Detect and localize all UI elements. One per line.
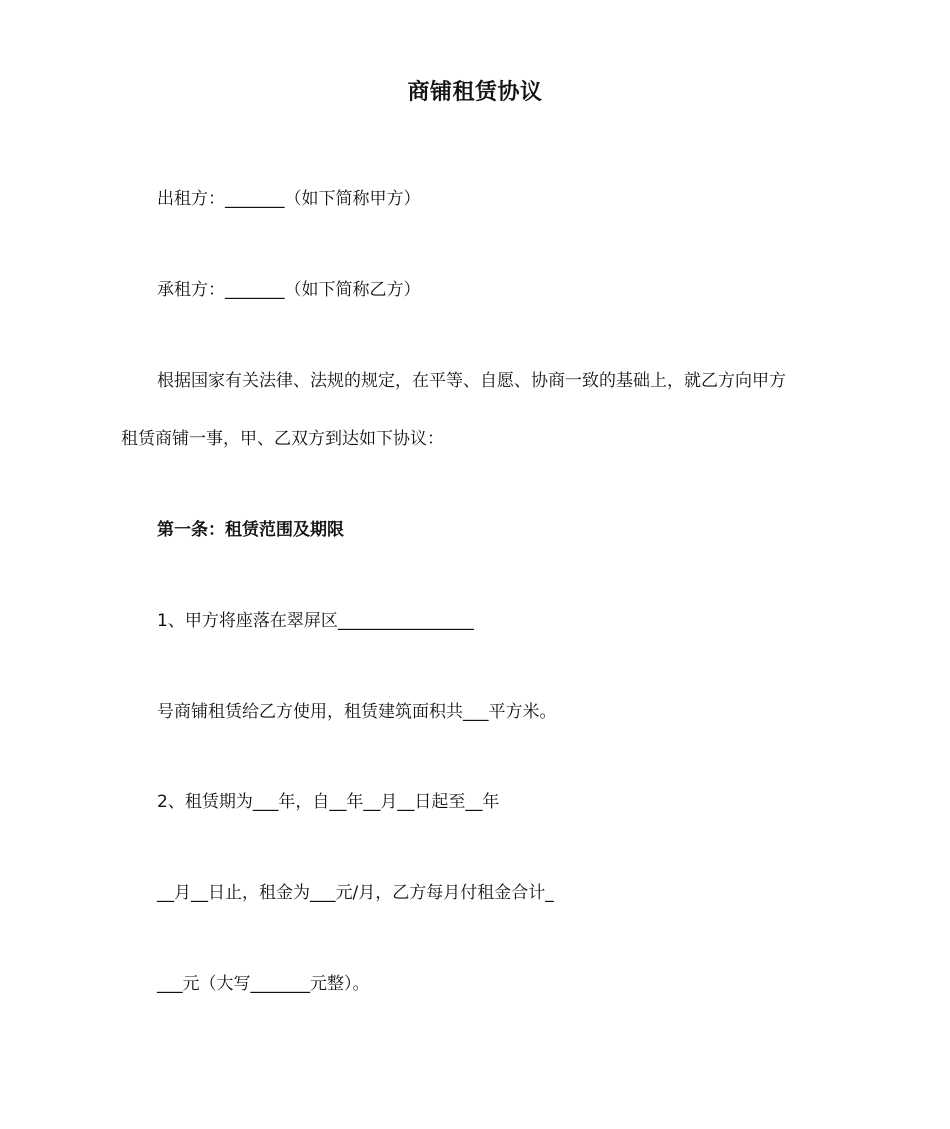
clause-2-line-1: 2、租赁期为___年，自__年__月__日起至__年 [157,792,500,812]
preamble-line-1: 根据国家有关法律、法规的规定，在平等、自愿、协商一致的基础上，就乙方向甲方 [157,371,786,391]
preamble-line-2: 租赁商铺一事，甲、乙双方到达如下协议： [121,429,444,449]
article-1-heading: 第一条：租赁范围及期限 [157,520,344,540]
clause-1-line-2: 号商铺租赁给乙方使用，租赁建筑面积共___平方米。 [157,702,557,722]
clause-2-line-3: ___元（大写_______元整）。 [157,974,370,994]
clause-1-line-1: 1、甲方将座落在翠屏区________________ [157,611,474,631]
clause-2-line-2: __月__日止，租金为___元/月，乙方每月付租金合计_ [157,883,554,903]
document-title: 商铺租赁协议 [407,80,543,105]
lessor-line: 出租方：_______（如下简称甲方） [157,189,421,209]
lessee-line: 承租方：_______（如下简称乙方） [157,280,421,300]
